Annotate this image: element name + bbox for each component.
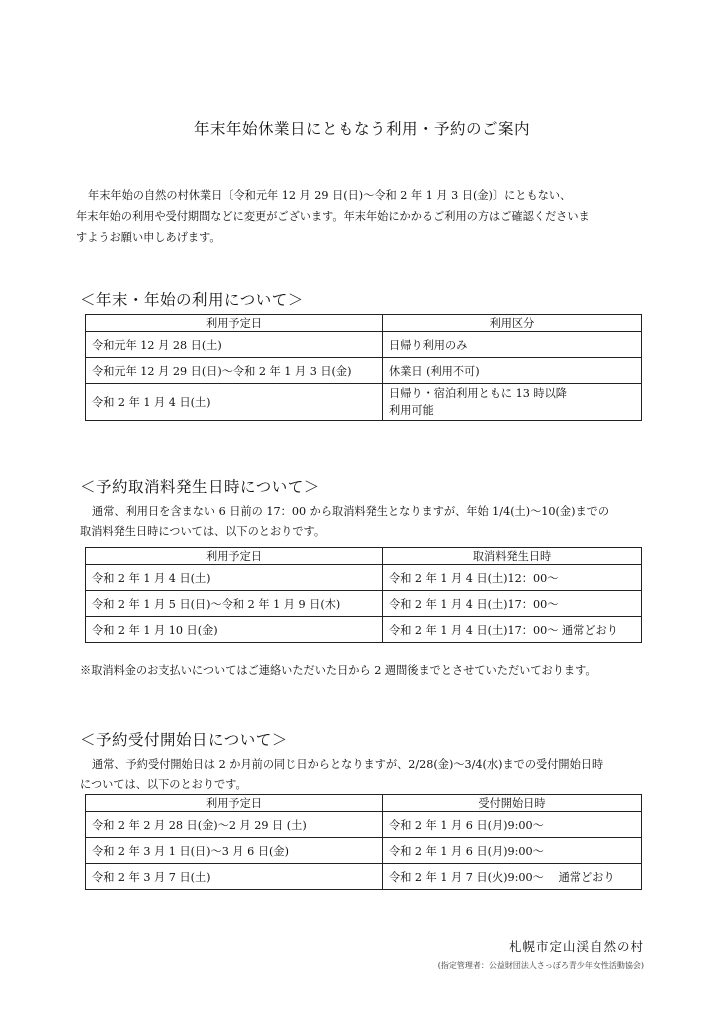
table-cell-value: 令和 2 年 1 月 7 日(火)9:00～ 通常どおり bbox=[383, 864, 642, 890]
table-row bbox=[86, 617, 642, 643]
table-cell-value: 令和 2 年 1 月 6 日(月)9:00～ bbox=[383, 812, 642, 838]
table-header: 利用予定日 bbox=[86, 548, 383, 565]
table-header: 利用予定日 bbox=[86, 315, 383, 332]
table-row bbox=[86, 838, 642, 864]
note-line: 通常、利用日を含まない 6 日前の 17：00 から取消料発生となりますが、年始 1/4(土)～10(金)までの bbox=[92, 505, 610, 518]
table-header-row bbox=[86, 548, 642, 565]
table-header: 受付開始日時 bbox=[383, 795, 642, 812]
table-header: 利用予定日 bbox=[86, 795, 383, 812]
table-row bbox=[86, 384, 642, 421]
table-row bbox=[86, 358, 642, 384]
reservation-note bbox=[80, 755, 604, 795]
table-cell-date: 令和 2 年 1 月 4 日(土) bbox=[86, 384, 383, 421]
cancellation-table bbox=[85, 547, 642, 643]
table-row bbox=[86, 812, 642, 838]
table-header: 取消料発生日時 bbox=[383, 548, 642, 565]
table-cell-date: 令和 2 年 3 月 7 日(土) bbox=[86, 864, 383, 890]
note-line: 通常、予約受付開始日は 2 か月前の同じ日からとなりますが、2/28(金)～3/4(水)までの受付開始日時 bbox=[92, 758, 604, 771]
table-cell-value bbox=[383, 384, 642, 421]
table-cell-date: 令和 2 年 1 月 4 日(土) bbox=[86, 565, 383, 591]
intro-line: 年末年始の利用や受付期間などに変更がございます。年末年始にかかるご利用の方はご確認くださいま bbox=[76, 210, 590, 223]
table-cell-date: 令和元年 12 月 28 日(土) bbox=[86, 332, 383, 358]
note-line: については、以下のとおりです。 bbox=[80, 778, 247, 791]
usage-table bbox=[85, 314, 642, 421]
table-cell-value: 令和 2 年 1 月 4 日(土)17：00～ bbox=[383, 591, 642, 617]
reservation-table bbox=[85, 794, 642, 890]
note-line: 取消料発生日時については、以下のとおりです。 bbox=[80, 525, 326, 538]
table-header: 利用区分 bbox=[383, 315, 642, 332]
table-cell-date: 令和 2 年 1 月 10 日(金) bbox=[86, 617, 383, 643]
intro-line: 年末年始の自然の村休業日〔令和元年 12 月 29 日(日)～令和 2 年 1 月 3 日(金)〕にともない、 bbox=[88, 189, 572, 202]
organization-name: 札幌市定山渓自然の村 bbox=[508, 939, 644, 954]
table-cell-line: 日帰り・宿泊利用ともに 13 時以降 bbox=[389, 387, 567, 400]
intro-paragraph bbox=[76, 185, 648, 248]
table-cell-date: 令和元年 12 月 29 日(日)～令和 2 年 1 月 3 日(金) bbox=[86, 358, 383, 384]
cancellation-note bbox=[80, 502, 610, 542]
table-row bbox=[86, 332, 642, 358]
designated-manager: (指定管理者：公益財団法人さっぽろ青少年女性活動協会) bbox=[437, 961, 644, 970]
section-heading-reservation-start: ＜予約受付開始日について＞ bbox=[80, 731, 288, 749]
cancellation-footnote: ※取消料金のお支払いについてはご連絡いただいた日から 2 週間後までとさせていただいております。 bbox=[80, 664, 597, 677]
table-row bbox=[86, 864, 642, 890]
table-cell-line: 利用可能 bbox=[389, 404, 434, 417]
section-heading-cancellation: ＜予約取消料発生日時について＞ bbox=[80, 478, 320, 496]
table-cell-date: 令和 2 年 1 月 5 日(日)～令和 2 年 1 月 9 日(木) bbox=[86, 591, 383, 617]
table-cell-value: 令和 2 年 1 月 4 日(土)17：00～ 通常どおり bbox=[383, 617, 642, 643]
table-header-row bbox=[86, 795, 642, 812]
page-title: 年末年始休業日にともなう利用・予約のご案内 bbox=[193, 120, 530, 138]
table-row bbox=[86, 591, 642, 617]
table-cell-value: 令和 2 年 1 月 6 日(月)9:00～ bbox=[383, 838, 642, 864]
table-cell-value: 日帰り利用のみ bbox=[383, 332, 642, 358]
intro-line: すようお願い申しあげます。 bbox=[76, 231, 221, 244]
table-cell-value: 令和 2 年 1 月 4 日(土)12：00～ bbox=[383, 565, 642, 591]
table-cell-date: 令和 2 年 2 月 28 日(金)～2 月 29 日 (土) bbox=[86, 812, 383, 838]
table-header-row bbox=[86, 315, 642, 332]
table-cell-date: 令和 2 年 3 月 1 日(日)～3 月 6 日(金) bbox=[86, 838, 383, 864]
section-heading-usage: ＜年末・年始の利用について＞ bbox=[80, 291, 304, 309]
table-row bbox=[86, 565, 642, 591]
table-cell-value: 休業日 (利用不可) bbox=[383, 358, 642, 384]
